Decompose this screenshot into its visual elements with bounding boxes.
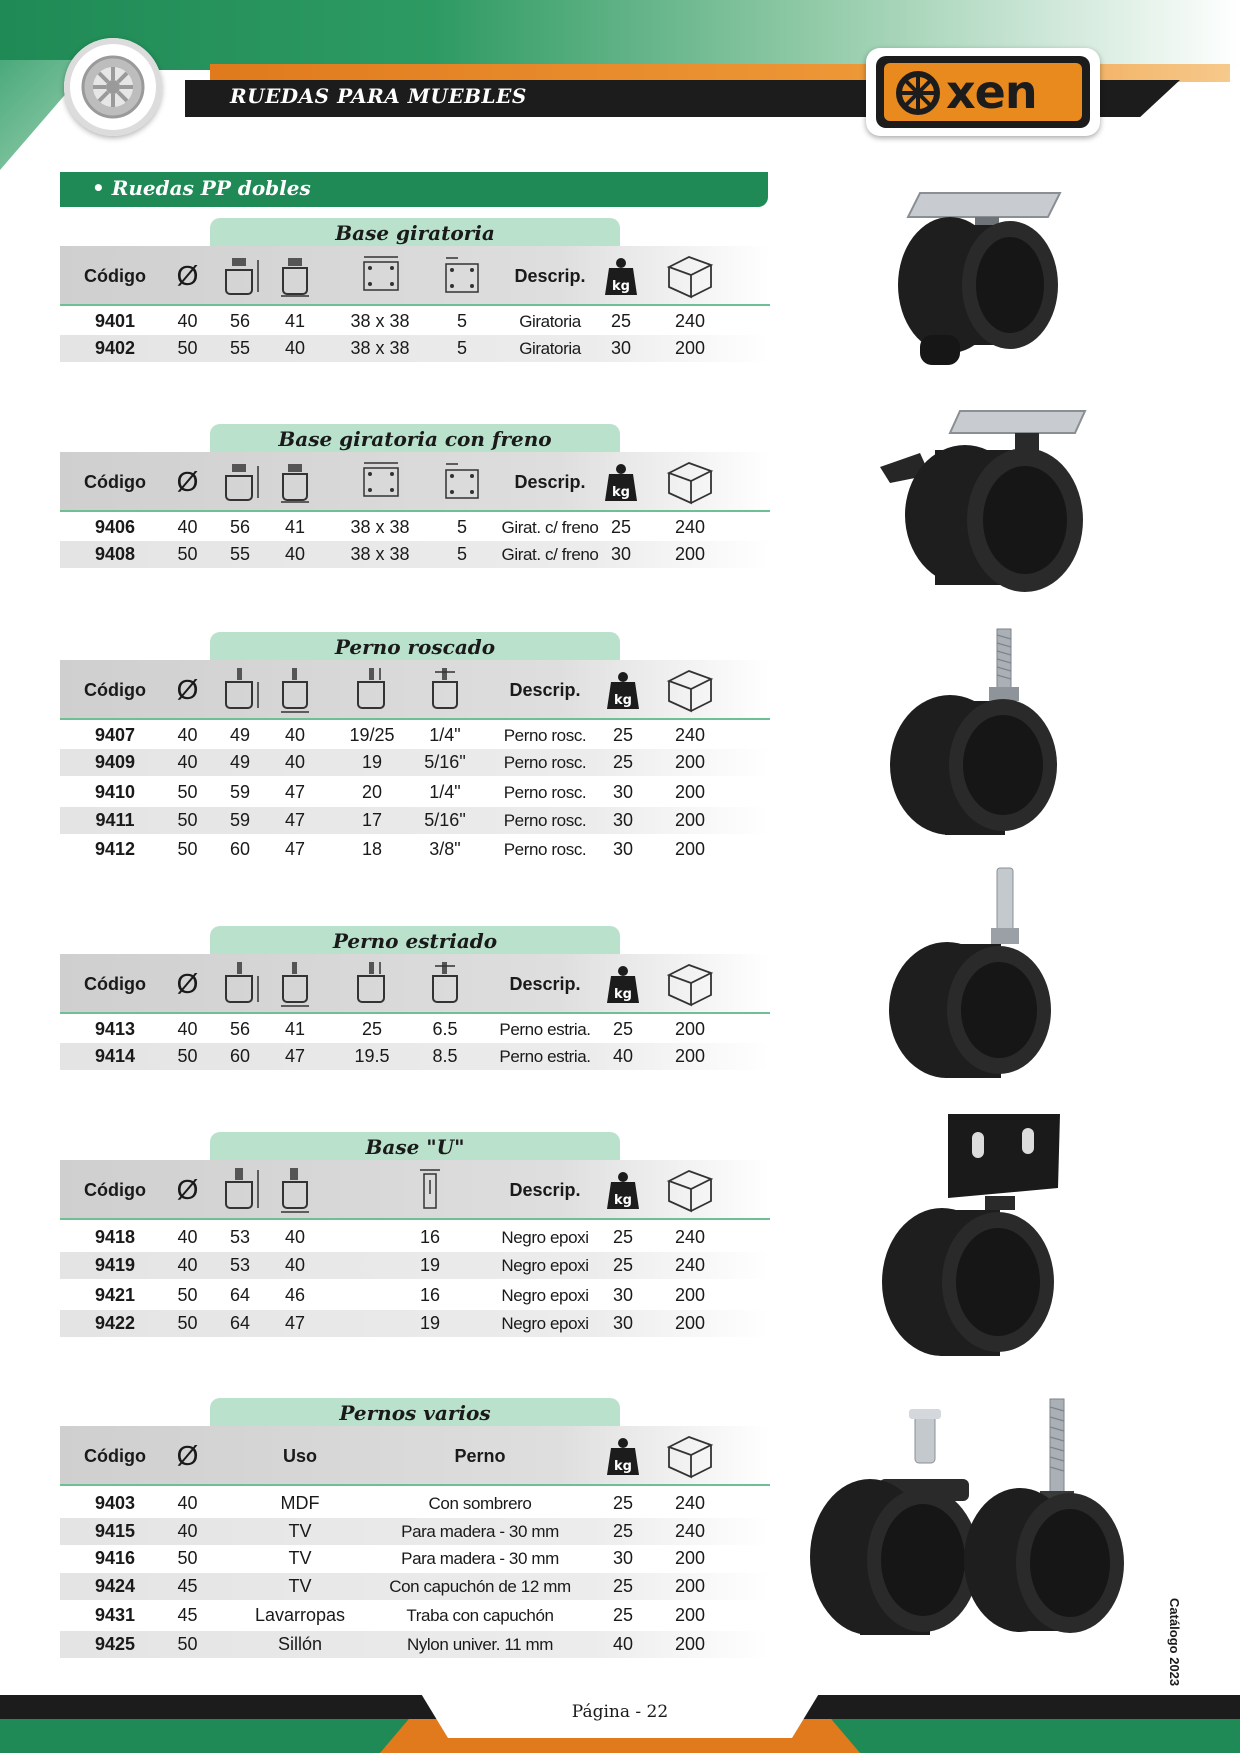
table-cell: 40	[284, 1227, 306, 1247]
table-cell: 240	[674, 1493, 706, 1513]
table-cell: Con capuchón de 12 mm	[389, 1577, 571, 1596]
col-codigo: Código	[84, 265, 146, 286]
table-cell: 5	[456, 544, 467, 564]
catalog-year-label: Catálogo 2023	[1167, 1598, 1182, 1687]
table-cell: 46	[284, 1285, 306, 1305]
product-code: 9407	[94, 725, 136, 745]
svg-text:kg: kg	[614, 1459, 632, 1474]
table-cell: 50	[177, 1313, 198, 1333]
product-code: 9422	[94, 1313, 136, 1333]
section-title: Base "U"	[210, 1132, 620, 1162]
product-code: 9403	[94, 1493, 136, 1513]
table-cell: 200	[674, 338, 706, 358]
product-code: 9401	[94, 311, 136, 331]
table-cell: 40	[177, 725, 198, 745]
product-code: 9416	[94, 1548, 136, 1568]
table-cell: Perno rosc.	[503, 811, 587, 830]
product-code: 9419	[94, 1255, 136, 1275]
table-cell: 18	[361, 839, 383, 859]
table-row	[60, 1518, 770, 1545]
table-cell: 5	[456, 338, 467, 358]
table-cell: Negro epoxi	[501, 1256, 589, 1275]
plate-size-icon	[340, 452, 420, 512]
table-cell: 50	[177, 1548, 198, 1568]
table-cell: 200	[674, 810, 706, 830]
table-cell: 25	[612, 725, 634, 745]
table-cell: MDF	[280, 1493, 320, 1513]
table-cell: 200	[674, 1605, 706, 1625]
table-cell: 40	[612, 1634, 634, 1654]
table-cell: 49	[229, 725, 251, 745]
table-cell: 240	[674, 311, 706, 331]
bracket-height-icon	[215, 1160, 265, 1220]
table-cell: 8.5	[432, 1046, 458, 1066]
table-cell: Lavarropas	[254, 1605, 346, 1625]
col-descrip: Descrip.	[509, 973, 581, 994]
section-perno-roscado	[60, 632, 770, 862]
product-code: 9425	[94, 1634, 136, 1654]
page-title: RUEDAS PARA MUEBLES	[230, 84, 527, 108]
caster-threaded-stem-image	[885, 625, 1065, 845]
table-cell: 40	[177, 1493, 198, 1513]
col-diameter: Ø	[176, 466, 199, 497]
table-cell: 200	[674, 1634, 706, 1654]
table-cell: 40	[177, 1227, 198, 1247]
wheel-width-icon	[270, 246, 320, 306]
section-title: Perno roscado	[210, 632, 620, 662]
box-quantity-icon	[660, 1160, 720, 1220]
caster-grip-stem-image	[885, 862, 1065, 1087]
product-code: 9408	[94, 544, 136, 564]
table-cell: 17	[361, 810, 383, 830]
table-cell: 25	[612, 1019, 634, 1039]
bracket-length-icon	[390, 1160, 470, 1220]
wheel-badge	[64, 38, 162, 136]
table-cell: 47	[284, 1313, 306, 1333]
section-title: Perno estriado	[210, 926, 620, 956]
svg-text:kg: kg	[612, 485, 630, 500]
product-code: 9414	[94, 1046, 136, 1066]
table-cell: Negro epoxi	[501, 1314, 589, 1333]
table-cell: 49	[229, 752, 251, 772]
table-cell: Nylon univer. 11 mm	[406, 1635, 554, 1654]
table-cell: Perno estria.	[499, 1020, 591, 1039]
weight-kg-icon	[600, 1426, 646, 1486]
table-cell: 59	[229, 782, 251, 802]
col-diameter: Ø	[176, 260, 199, 291]
product-code: 9413	[94, 1019, 136, 1039]
stem-length-icon	[340, 954, 404, 1014]
col-codigo: Código	[84, 1179, 146, 1200]
table-cell: 41	[284, 311, 306, 331]
box-quantity-icon	[660, 246, 720, 306]
table-cell: 25	[612, 1576, 634, 1596]
table-cell: 16	[419, 1285, 441, 1305]
table-cell: Traba con capuchón	[406, 1606, 554, 1625]
product-code: 9424	[94, 1576, 136, 1596]
product-code: 9406	[94, 517, 136, 537]
table-cell: 40	[177, 1255, 198, 1275]
table-cell: 20	[361, 782, 383, 802]
table-cell: 40	[177, 1521, 198, 1541]
table-cell: 30	[610, 338, 632, 358]
table-cell: 25	[612, 1227, 634, 1247]
table-cell: 200	[674, 839, 706, 859]
table-cell: 3/8"	[429, 839, 461, 859]
table-cell: 47	[284, 1046, 306, 1066]
table-cell: 38 x 38	[350, 517, 410, 537]
table-cell: 64	[229, 1313, 251, 1333]
wheel-icon	[78, 52, 148, 122]
table-cell: 200	[674, 1576, 706, 1596]
product-code: 9421	[94, 1285, 136, 1305]
table-cell: 19.5	[354, 1046, 390, 1066]
col-diameter: Ø	[176, 1174, 199, 1205]
table-cell: 38 x 38	[350, 544, 410, 564]
table-cell: 1/4"	[429, 782, 461, 802]
product-code: 9409	[94, 752, 136, 772]
table-cell: 45	[177, 1605, 198, 1625]
table-cell: 40	[177, 311, 198, 331]
table-header	[60, 246, 770, 306]
weight-kg-icon	[600, 1160, 646, 1220]
stem-width-icon	[270, 660, 320, 720]
table-header	[60, 954, 770, 1014]
table-cell: 59	[229, 810, 251, 830]
section-title: Base giratoria con freno	[210, 424, 620, 454]
table-cell: 55	[229, 338, 251, 358]
table-row	[60, 749, 770, 776]
table-cell: 40	[284, 1255, 306, 1275]
table-cell: 25	[612, 1493, 634, 1513]
caster-u-bracket-image	[880, 1110, 1070, 1370]
table-cell: 5	[456, 517, 467, 537]
table-cell: 40	[284, 752, 306, 772]
table-cell: 47	[284, 810, 306, 830]
table-cell: 30	[612, 1285, 634, 1305]
svg-text:kg: kg	[614, 1193, 632, 1208]
brand-logo	[866, 48, 1100, 136]
table-cell: Girat. c/ freno	[501, 518, 599, 537]
table-cell: 53	[229, 1227, 251, 1247]
box-quantity-icon	[660, 452, 720, 512]
table-cell: 56	[229, 517, 251, 537]
stem-height-icon	[215, 660, 265, 720]
table-row	[60, 1545, 770, 1572]
table-cell: 30	[612, 782, 634, 802]
table-cell: 60	[229, 1046, 251, 1066]
table-cell: Girat. c/ freno	[501, 545, 599, 564]
col-diameter: Ø	[176, 1440, 199, 1471]
col-diameter: Ø	[176, 674, 199, 705]
table-cell: 200	[674, 752, 706, 772]
table-cell: 53	[229, 1255, 251, 1275]
table-cell: 240	[674, 1227, 706, 1247]
col-uso: Uso	[282, 1445, 317, 1466]
col-descrip: Descrip.	[509, 679, 581, 700]
box-quantity-icon	[660, 660, 720, 720]
section-base-u	[60, 1132, 770, 1342]
col-codigo: Código	[84, 1445, 146, 1466]
table-row	[60, 1602, 770, 1629]
table-cell: 19	[419, 1313, 441, 1333]
product-code: 9411	[95, 810, 135, 830]
table-cell: 40	[284, 725, 306, 745]
table-row	[60, 514, 770, 541]
svg-text:kg: kg	[614, 987, 632, 1002]
table-cell: 40	[284, 338, 306, 358]
table-cell: 200	[674, 544, 706, 564]
table-cell: 40	[177, 1019, 198, 1039]
table-cell: 45	[177, 1576, 198, 1596]
table-cell: 240	[674, 517, 706, 537]
product-code: 9412	[94, 839, 136, 859]
table-cell: 56	[229, 311, 251, 331]
table-row	[60, 1282, 770, 1309]
table-row	[60, 1252, 770, 1279]
table-row	[60, 541, 770, 568]
table-cell: 1/4"	[429, 725, 461, 745]
table-cell: 240	[674, 1255, 706, 1275]
col-diameter: Ø	[176, 968, 199, 999]
table-cell: 41	[284, 517, 306, 537]
table-cell: Negro epoxi	[501, 1228, 589, 1247]
table-cell: Perno rosc.	[503, 753, 587, 772]
table-cell: 50	[177, 782, 198, 802]
table-cell: 38 x 38	[350, 311, 410, 331]
table-cell: 5/16"	[424, 752, 466, 772]
table-cell: Para madera - 30 mm	[401, 1522, 559, 1541]
table-cell: 30	[612, 1313, 634, 1333]
table-row	[60, 779, 770, 806]
weight-kg-icon	[598, 246, 644, 306]
table-cell: 40	[284, 544, 306, 564]
table-row	[60, 1016, 770, 1043]
table-cell: 50	[177, 338, 198, 358]
table-cell: 30	[612, 1548, 634, 1568]
logo-wheel-icon	[896, 71, 940, 115]
table-cell: 40	[177, 752, 198, 772]
table-cell: Negro epoxi	[501, 1286, 589, 1305]
category-banner-label: • Ruedas PP dobles	[92, 176, 311, 200]
table-cell: 6.5	[432, 1019, 458, 1039]
product-code: 9410	[94, 782, 136, 802]
table-cell: 55	[229, 544, 251, 564]
col-codigo: Código	[84, 679, 146, 700]
table-row	[60, 1043, 770, 1070]
stem-length-icon	[340, 660, 404, 720]
table-row	[60, 335, 770, 362]
stem-width-icon	[270, 954, 320, 1014]
table-cell: Perno rosc.	[503, 783, 587, 802]
col-perno: Perno	[454, 1445, 506, 1466]
table-cell: Giratoria	[519, 339, 581, 358]
stem-height-icon	[215, 954, 265, 1014]
table-cell: 19	[419, 1255, 441, 1275]
table-cell: 50	[177, 1046, 198, 1066]
table-cell: 56	[229, 1019, 251, 1039]
table-cell: Giratoria	[519, 312, 581, 331]
thread-size-icon	[405, 660, 485, 720]
box-quantity-icon	[660, 1426, 720, 1486]
table-cell: 200	[674, 782, 706, 802]
weight-kg-icon	[600, 954, 646, 1014]
table-cell: 50	[177, 810, 198, 830]
hole-size-icon	[432, 246, 492, 306]
table-cell: 25	[612, 1521, 634, 1541]
table-cell: 200	[674, 1285, 706, 1305]
table-cell: 240	[674, 1521, 706, 1541]
table-header	[60, 452, 770, 512]
table-cell: 50	[177, 1285, 198, 1305]
table-cell: 30	[612, 810, 634, 830]
table-cell: 25	[610, 517, 632, 537]
table-row	[60, 1310, 770, 1337]
table-header	[60, 1160, 770, 1220]
casters-various-stems-image	[805, 1395, 1145, 1650]
table-cell: 25	[361, 1019, 383, 1039]
table-cell: 25	[612, 1605, 634, 1625]
table-cell: 25	[610, 311, 632, 331]
category-banner	[60, 172, 768, 207]
col-descrip: Descrip.	[509, 1179, 581, 1200]
table-row	[60, 1573, 770, 1600]
product-code: 9418	[94, 1227, 136, 1247]
table-cell: 200	[674, 1046, 706, 1066]
product-code: 9415	[94, 1521, 136, 1541]
table-cell: 25	[612, 1255, 634, 1275]
table-cell: 5/16"	[424, 810, 466, 830]
table-cell: 50	[177, 839, 198, 859]
wheel-width-icon	[270, 452, 320, 512]
table-cell: 200	[674, 1548, 706, 1568]
svg-text:kg: kg	[612, 279, 630, 294]
table-header	[60, 660, 770, 720]
hole-size-icon	[432, 452, 492, 512]
table-row	[60, 722, 770, 749]
table-row	[60, 1490, 770, 1517]
table-row	[60, 1224, 770, 1251]
product-code: 9402	[94, 338, 136, 358]
col-descrip: Descrip.	[514, 471, 586, 492]
table-cell: 200	[674, 1019, 706, 1039]
section-base-giratoria	[60, 218, 770, 368]
caster-plate-image	[880, 185, 1080, 380]
table-cell: TV	[288, 1548, 312, 1568]
table-cell: 47	[284, 839, 306, 859]
logo-text: xen	[946, 65, 1037, 119]
table-cell: 25	[612, 752, 634, 772]
table-cell: 5	[456, 311, 467, 331]
table-cell: 47	[284, 782, 306, 802]
section-title: Base giratoria	[210, 218, 620, 248]
table-cell: 38 x 38	[350, 338, 410, 358]
weight-kg-icon	[600, 660, 646, 720]
table-cell: 240	[674, 725, 706, 745]
table-cell: Con sombrero	[428, 1494, 532, 1513]
table-cell: 30	[612, 839, 634, 859]
table-cell: 19	[361, 752, 383, 772]
table-header	[60, 1426, 770, 1486]
table-cell: 64	[229, 1285, 251, 1305]
bracket-width-icon	[270, 1160, 320, 1220]
col-codigo: Código	[84, 973, 146, 994]
table-cell: Para madera - 30 mm	[401, 1549, 559, 1568]
product-code: 9431	[94, 1605, 136, 1625]
svg-text:kg: kg	[614, 693, 632, 708]
table-cell: 60	[229, 839, 251, 859]
table-cell: TV	[288, 1576, 312, 1596]
section-perno-estriado	[60, 926, 770, 1076]
stem-diameter-icon	[405, 954, 485, 1014]
table-cell: Perno estria.	[499, 1047, 591, 1066]
table-row	[60, 1631, 770, 1658]
table-cell: 50	[177, 544, 198, 564]
table-cell: Perno rosc.	[503, 726, 587, 745]
table-cell: Sillón	[277, 1634, 323, 1654]
section-pernos-varios	[60, 1398, 770, 1668]
page-number: Página - 22	[571, 1702, 669, 1722]
table-row	[60, 807, 770, 834]
col-descrip: Descrip.	[514, 265, 586, 286]
wheel-height-icon	[215, 246, 265, 306]
plate-size-icon	[340, 246, 420, 306]
table-cell: 200	[674, 1313, 706, 1333]
table-row	[60, 836, 770, 863]
box-quantity-icon	[660, 954, 720, 1014]
section-base-giratoria-con-freno	[60, 424, 770, 574]
wheel-height-icon	[215, 452, 265, 512]
table-cell: 50	[177, 1634, 198, 1654]
col-codigo: Código	[84, 471, 146, 492]
table-cell: 41	[284, 1019, 306, 1039]
section-title: Pernos varios	[210, 1398, 620, 1428]
caster-brake-image	[875, 405, 1090, 605]
table-cell: Perno rosc.	[503, 840, 587, 859]
table-cell: 16	[419, 1227, 441, 1247]
table-cell: TV	[288, 1521, 312, 1541]
table-cell: 30	[610, 544, 632, 564]
table-cell: 19/25	[349, 725, 395, 745]
table-cell: 40	[177, 517, 198, 537]
table-row	[60, 308, 770, 335]
table-cell: 40	[612, 1046, 634, 1066]
weight-kg-icon	[598, 452, 644, 512]
